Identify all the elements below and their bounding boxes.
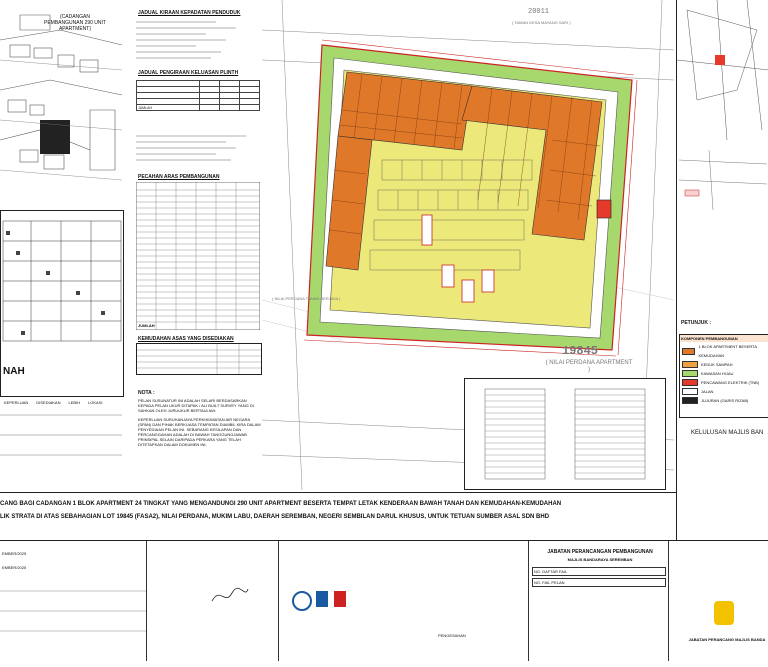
section-rows-table: [0, 400, 122, 470]
bottom-strip: [0, 540, 768, 667]
registration-row: NO. DAFTAR FAIL: [532, 567, 666, 576]
floor-table: [136, 182, 260, 330]
section-header: LEBIH: [68, 400, 81, 405]
title-line-2: LIK STRATA DI ATAS SEBAHAGIAN LOT 19845 (FASA2), NILAI PERDANA, MUKIM LABU, DAERAH SEREMBAN, NEGERI SEMBILAN DARUL KHUSUS, UNTUK TETUAN SUMBER ASAL SDN BHD: [0, 514, 550, 520]
notes-heading: NOTA :: [138, 390, 155, 396]
seal-emblem: [714, 601, 734, 625]
approval-label: KELULUSAN MAJLIS BAN: [691, 430, 764, 436]
inset-site-plan: [0, 0, 122, 210]
registration-rows: [532, 565, 666, 587]
section-header: DISEDIAKAN: [36, 400, 61, 405]
legend-label: JALAN: [701, 389, 714, 394]
date-row-b: EMBER/2025: [2, 565, 27, 570]
legend-title: KOMPONEN PEMBANGUNAN: [680, 335, 768, 342]
left-section-label: NAH: [3, 366, 25, 377]
lot-sublabel: ( NILAI PERDANA APARTMENT ): [545, 360, 633, 373]
amenity-table: [136, 343, 262, 375]
legend-item: [680, 342, 768, 360]
density-lines: [136, 18, 256, 62]
legend-swatch: [682, 388, 698, 395]
legend-list: [680, 342, 768, 405]
legend-box: [679, 334, 768, 418]
legend-label: JUJURAN (GARIS RIZAB): [701, 398, 749, 403]
legend-item: [680, 369, 768, 378]
logo-group: [292, 591, 392, 621]
agency-subtitle: MAJLIS BANDARAYA SEREMBAN: [567, 557, 633, 562]
section-header: LOKASI: [88, 400, 103, 405]
location-map: [677, 0, 768, 140]
plinth-total-label: JUMLAH: [137, 105, 200, 111]
signature: [210, 581, 250, 611]
legend-item: [680, 396, 768, 405]
right-caption: JABATAN PERANCANG MAJLIS BANDA: [688, 637, 766, 642]
date-row-a: EMBER/2025: [2, 551, 27, 556]
title-block: [0, 492, 676, 529]
legend-label: KEDUK SAMPAH: [701, 362, 733, 367]
floor-total-label: JUMLAH: [138, 323, 155, 328]
title-line-1: CANG BAGI CADANGAN 1 BLOK APARTMENT 24 TINGKAT YANG MENGANDUNGI 290 UNIT APARTMENT BESERTA TEMPAT LETAK KENDERAAN BAWAH TANAH DAN KEMUDAHAN-KEMUDAHAN: [0, 501, 562, 507]
legend-item: [680, 360, 768, 369]
plinth-table-title: JADUAL PENGIRAAN KELUASAN PLINTH: [138, 70, 239, 76]
right-panel: [676, 0, 768, 540]
section-header: KEPERLUAN: [4, 400, 29, 405]
registration-row: NO. FAIL PELAN: [532, 578, 666, 587]
notes-block: [138, 390, 262, 490]
legend-swatch: [682, 370, 698, 377]
legend-label: 1 BLOK APARTMENT BESERTA KEMUDAHAN: [698, 344, 757, 358]
legend-swatch: [682, 348, 695, 355]
legend-label: PENCAWANG ELEKTRIK (TNB): [701, 380, 760, 385]
left-grid-lines: [0, 581, 146, 651]
pengesahan-label: PENGESAHAN: [438, 633, 466, 638]
amenity-table-title: KEMUDAHAN ASAS YANG DISEDIAKAN: [138, 336, 234, 342]
legend-item: [680, 378, 768, 387]
legend-swatch: [682, 397, 698, 404]
circle-logo: [292, 591, 312, 611]
plinth-notes: [136, 132, 256, 168]
blue-logo: [316, 591, 328, 607]
red-logo: [334, 591, 346, 607]
agency-title: JABATAN PERANCANGAN PEMBANGUNAN: [547, 549, 653, 555]
lot-number-label: 19845: [562, 344, 599, 358]
notes-para-2: KEPERLUAN SURUHANJAYA PERKHIDMATAN AIR NEGARA (SPAN) DAN PIHAK BERKUASA TEMPATAN DIAMBIL KIRA DALAM PENYEDIAAN PELAN INI. SEBARANG KESILAPAN DAN PERCANGGAHAN ADALAH DI BAWAH TANGGUNGJAWAB PRINSIPAL SELAIN DARIPADA PERKARA YANG TELAH DITETAPKAN DALAM DOKUMEN INI.: [138, 417, 261, 447]
lot-north-sublabel: ( TAMAN DESA MAYANG SARI ): [512, 20, 571, 25]
density-table-title: JADUAL KIRAAN KEPADATAN PENDUDUK: [138, 10, 241, 16]
legend-swatch: [682, 361, 698, 368]
lot-north-label: 20011: [528, 8, 550, 16]
plinth-table: [136, 80, 260, 111]
legend-panel-title: PETUNJUK :: [681, 320, 712, 326]
lot-west-label: ( NILAI PERDANA TAMAN BERJAYA ): [272, 296, 341, 301]
elevation-drawings: [464, 378, 666, 490]
data-tables-panel: [128, 2, 262, 342]
floor-table-title: PECAHAN ARAS PEMBANGUNAN: [138, 174, 220, 180]
notes-para-1: PELAN SUSUNATUR INI ADALAH SELARI BERDASARKAN KEPADA PELAN UKUR DITAPAK / ALI BUILT SURVEY YANG DI SAHKAN OLEH JURUUKUR BERTAULIAH.: [138, 398, 254, 413]
left-detail-plan: [0, 210, 124, 397]
inset-title: (CADANGAN PEMBANGUNAN 290 UNIT APARTMENT): [44, 14, 106, 32]
legend-label: KAWASAN HIJAU: [701, 371, 734, 376]
legend-swatch: [682, 379, 698, 386]
legend-item: [680, 387, 768, 396]
key-plan: [679, 150, 767, 210]
